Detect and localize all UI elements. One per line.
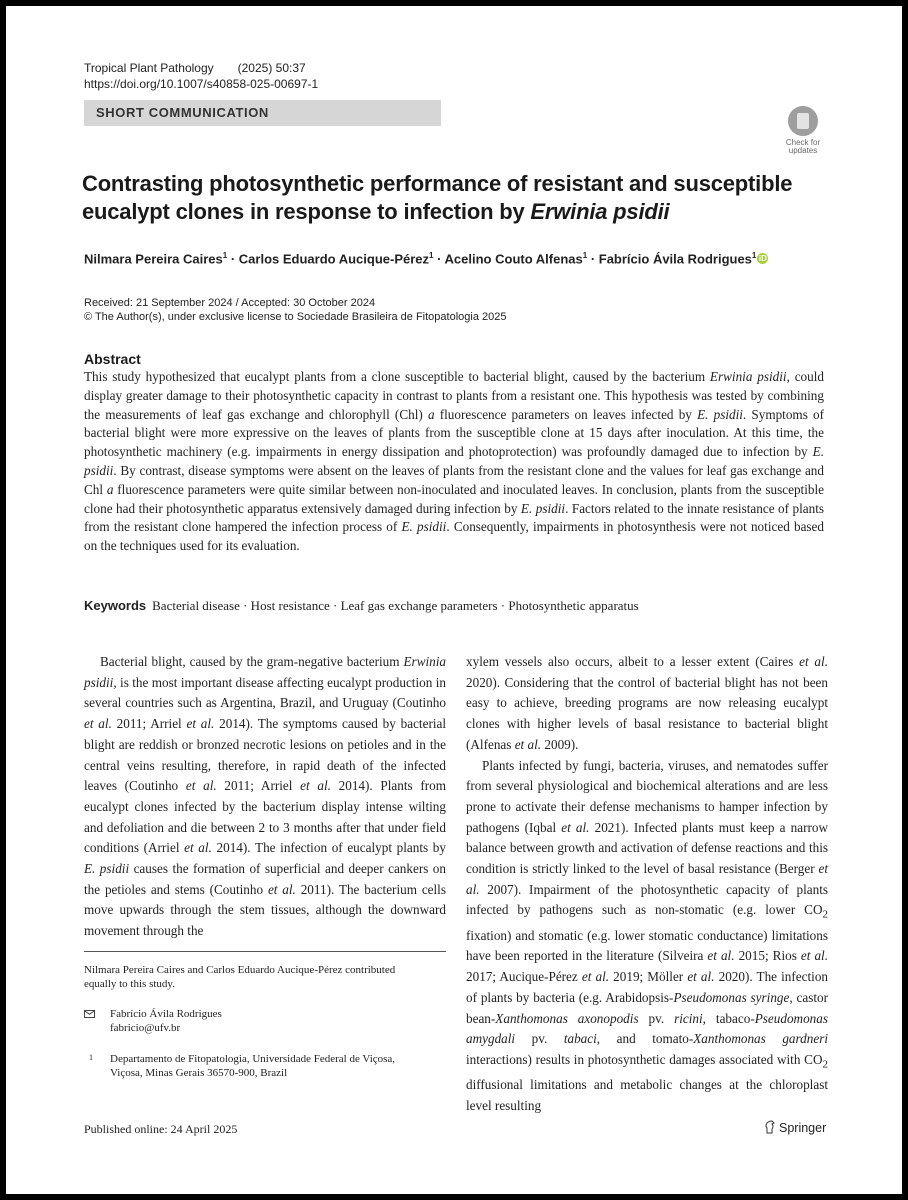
journal-volume: (2025) 50:37: [237, 61, 306, 75]
corresponding-author: [110, 1007, 410, 1035]
abstract-text: This study hypothesized that eucalypt plants from a clone susceptible to bacterial blight, caused by the bacterium Erwinia psidii, could display greater damage to their photosynthetic capacity in contrast to plants from a resistant one. This hypothesis was tested by combining the measurements of leaf gas exchange and chlorophyll (Chl) a fluorescence parameters on leaves infected by E. psidii. Symptoms of bacterial blight were more expressive on the leaves of plants from the susceptible clone at 15 days after inoculation. At this time, the photosynthetic machinery (e.g. impairments in energy dissipation and photoprotection) was profoundly damaged due to infection by E. psidii. By contrast, disease symptoms were absent on the leaves of plants from the resistant clone and the values for leaf gas exchange and Chl a fluorescence parameters were quite similar between non-inoculated and inoculated leaves. In conclusion, plants from the susceptible clone had their photosynthetic apparatus extensively damaged during infection by E. psidii. Factors related to the innate resistance of plants from the resistant clone hampered the infection process of E. psidii. Consequently, impairments in photosynthesis were not noticed based on the techniques used for its evaluation.: [84, 369, 824, 554]
author-affiliation-mark: 1: [751, 251, 757, 260]
title-line1: Contrasting photosynthetic performance of resistant and susceptible: [82, 171, 793, 196]
author-affiliation-mark: 1: [429, 251, 434, 260]
keywords-heading: Keywords: [84, 598, 147, 613]
body-column-left: [84, 652, 446, 942]
received-accepted-dates: Received: 21 September 2024 / Accepted: 30 October 2024: [84, 297, 376, 309]
body-paragraph: xylem vessels also occurs, albeit to a lesser extent (Caires et al. 2020). Considering that the control of bacterial blight has not been easy to achieve, breeding programs are now releasing eucalypt clones with higher levels of basal resistance to bacterial blight (Alfenas et al. 2009).: [466, 654, 828, 752]
check-updates-line2: updates: [788, 146, 818, 155]
abstract-heading: Abstract: [84, 351, 141, 367]
check-for-updates-badge[interactable]: [780, 106, 826, 158]
check-updates-icon: [788, 106, 818, 136]
keywords: [84, 597, 824, 615]
author-name: Acelino Couto Alfenas: [444, 251, 583, 267]
title-line2: eucalypt clones in response to infection by: [82, 199, 525, 224]
equal-contribution-note: Nilmara Pereira Caires and Carlos Eduardo Aucique-Pérez contributed equally to this study.: [84, 964, 396, 990]
author-name: Fabrício Ávila Rodrigues: [598, 251, 752, 267]
author-affiliation-mark: 1: [582, 251, 588, 260]
check-updates-line1: Check for: [785, 138, 821, 147]
journal-name: Tropical Plant Pathology: [84, 61, 214, 75]
body-paragraph: Bacterial blight, caused by the gram-negative bacterium Erwinia psidii, is the most important disease affecting eucalypt production in several countries such as Argentina, Brazil, and Uruguay (Coutinho et al. 2011; Arriel et al. 2014). The symptoms caused by bacterial blight are reddish or bronzed necrotic lesions on petioles and in the central veins resulting, therefore, in rapid death of the infected leaves (Coutinho et al. 2011; Arriel et al. 2014). Plants from eucalypt clones infected by the bacterium display intense wilting and defoliation and die between 2 to 3 months after that under field conditions (Arriel et al. 2014). The infection of eucalypt plants by E. psidii causes the formation of superficial and deeper cankers on the petioles and stems (Coutinho et al. 2011). The bacterium cells move upwards through the stem tissues, although the downward movement through the: [84, 654, 447, 939]
affiliation-number: 1: [89, 1053, 93, 1062]
publisher-logo: [764, 1120, 826, 1135]
journal-header: [84, 60, 306, 76]
publisher-name: Springer: [779, 1121, 827, 1135]
affiliation: Departamento de Fitopatologia, Universidade Federal de Viçosa, Viçosa, Minas Gerais 36570-900, Brazil: [110, 1053, 396, 1079]
body-column-right: [466, 652, 828, 1117]
orcid-icon[interactable]: iD: [758, 254, 767, 264]
author-name: Carlos Eduardo Aucique-Pérez: [238, 251, 430, 267]
section-label: SHORT COMMUNICATION: [84, 100, 441, 126]
published-online-date: Published online: 24 April 2025: [84, 1122, 238, 1136]
author-name: Nilmara Pereira Caires: [84, 251, 223, 267]
corresponding-author-name: Fabrício Ávila Rodrigues: [110, 1008, 222, 1020]
copyright-notice: © The Author(s), under exclusive license to Sociedade Brasileira de Fitopatologia 2025: [84, 311, 507, 323]
paper-title: [82, 170, 802, 226]
footnote-divider: [84, 951, 446, 952]
doi-link[interactable]: https://doi.org/10.1007/s40858-025-00697-1: [84, 77, 319, 91]
keywords-list: Bacterial disease · Host resistance · Leaf gas exchange parameters · Photosynthetic apparatus: [152, 598, 639, 613]
corresponding-author-email[interactable]: fabricio@ufv.br: [110, 1022, 181, 1034]
envelope-icon: [84, 1010, 95, 1018]
title-species: Erwinia psidii: [530, 199, 670, 224]
body-paragraph: Plants infected by fungi, bacteria, viruses, and nematodes suffer from several physiological and biochemical alterations and are less prone to activate their defense mechanisms to hamper infection by pathogens (Iqbal et al. 2021). Infected plants must keep a narrow balance between growth and activation of defense reactions and this condition is strictly linked to the level of basal resistance (Berger et al. 2007). Impairment of the photosynthetic capacity of plants infected by pathogens such as non-stomatic (e.g. lower $CO_2$ fixation) and stomatic (e.g. lower stomatic conductance) limitations have been reported in the literature (Silveira et al. 2015; Rios et al. 2017; Aucique-Pérez et al. 2019; Möller et al. 2020). The infection of plants by bacteria (e.g. Arabidopsis-Pseudomonas syringe, castor bean-Xanthomonas axonopodis pv. ricini, tabaco-Pseudomonas amygdali pv. tabaci, and tomato-Xanthomonas gardneri interactions) results in photosynthetic damages associated with $CO_2$ diffusional limitations and metabolic changes at the chloroplast level resulting: [466, 757, 829, 1114]
paper-page: [6, 6, 902, 1194]
author-affiliation-mark: 1: [222, 251, 228, 260]
author-list: Nilmara Pereira Caires$^1$ · Carlos Eduardo Aucique-Pérez$^1$ · Acelino Couto Alfenas$^1$ · Fabrício Ávila Rodrigues$^1$ iD: [84, 251, 767, 267]
springer-horse-icon: [764, 1120, 776, 1134]
